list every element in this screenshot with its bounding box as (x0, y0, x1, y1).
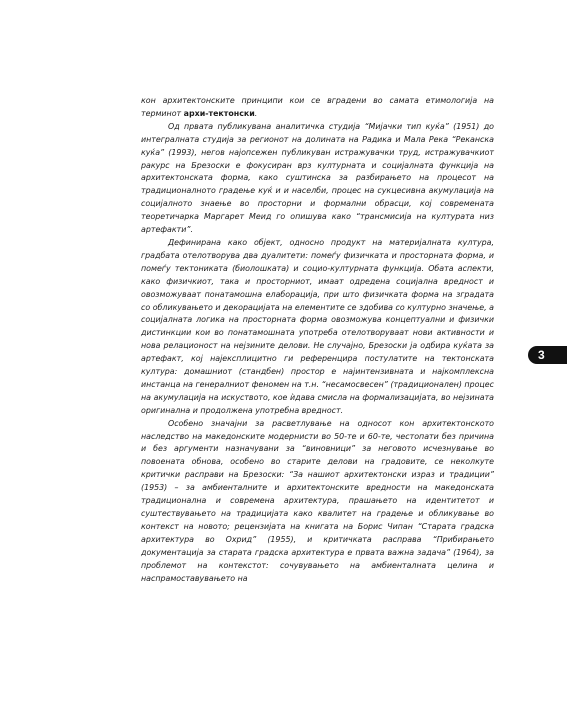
paragraph-4: Особено значајни за расветлување на односот кон архитектонското наследство на македонските модернисти во 50-те и 60-те, честопати без причина и без аргументи назначувани за “виновници” за неговото исчезнување во повоената обнова, особено во старите делови на градовите, се неколкуте критички расправи на Брезоски: “За нашиот архитектонски израз и традиции” (1953) – за амбиенталните и архитектонските вредности на македонската традиционална и современа архитектура, прашањето на идентитетот и суштествувањето на традицијата како квалитет на градење и обликување во контекст на новото; рецензијата на книгата на Борис Чипан “Старата градска архитектура во Охрид” (1955), и критичката расправа “Прибирањето документација за старата градска архитектура е првата важна задача” (1964), за проблемот на контекстот: сочувувањето на амбиенталната целина и наспрамоставувањето на (141, 418, 494, 583)
paragraph-1-end: . (254, 108, 258, 118)
paragraph-1 (141, 95, 494, 121)
page-number: 3 (538, 348, 545, 362)
paragraph-3: Дефинирана како објект, односно продукт на материјалната култура, градбата отелотворува два дуалитети: помеѓу физичката и просторната форма, и помеѓу тектониката (биолошката) и социо-културната функција. Обата аспекти, како физичкиот, така и просторниот, имаат одредена социјална вредност и овозможуваат понатамошна елаборација, при што физичката форма на зградата со обликувањето и декорацијата на елементите се здобива со културно значење, а социјалната логика на просторната форма овозможува концептуални и физички дистинкции кои во понатамошната употреба отелотворуваат нови активности и нова релационост на нејзините делови. Не случајно, Брезоски ја одбира куќата за артефакт, кој најексплицитно ги референцира постулатите на тектонската култура: домашниот (стандбен) простор е најинтензивната и најкомплексна инстанца на генералниот феномен на т.н. “несамосвесен” (традиционален) процес на акумулација на искуството, кое ѝдава смисла на формализацијата, во нејзината оригинална и продолжена употребна вредност. (141, 237, 494, 415)
page-number-tab (528, 346, 567, 364)
paragraph-1-emphasis: архи-тектонски (183, 108, 255, 118)
paragraph-1-text: кон архитектонските принципи кои се вградени во самата етимологија на терминот (141, 96, 494, 118)
paragraph-2: Од првата публикувана аналитичка студија “Мијачки тип куќа” (1951) до интегралната студија за регионот на долината на Радика и Мала Река “Реканска куќа” (1993), негов најопсежен публикуван истражувачки труд, истражувачкиот ракурс на Брезоски е фокусиран врз културната и социјалната функција на архитектонската форма, како суштинска за разбирањето на процесот на традиционалното градење куќ и и населби, процес на сукцесивна акумулација на социјалното знаење во просторни и формални обрасци, кој современата теоретичарка Маргарет Меид го опишува како “трансмисија на културата низ артефакти”. (141, 121, 494, 235)
body-text (141, 95, 494, 585)
